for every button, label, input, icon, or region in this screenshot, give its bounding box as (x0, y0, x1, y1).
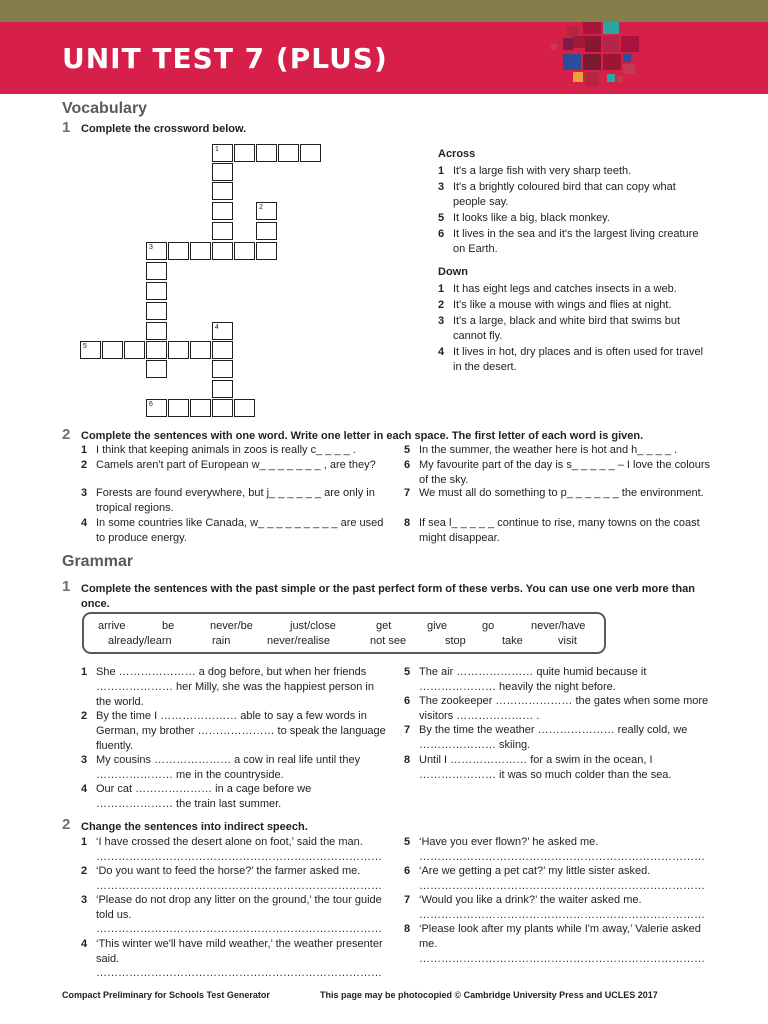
answer-line: …………………………………………………………………… (96, 967, 382, 979)
vocab-ex2-item: 4 In some countries like Canada, w_ _ _ _ _ _ _ _ _ are used to produce energy. (81, 517, 384, 544)
across-clue: 1 It's a large fish with very sharp teeth. (438, 165, 632, 177)
across-clue: 3 It's a brightly coloured bird that can copy what people say. (438, 181, 676, 208)
grammar-ex2-instruction: Change the sentences into indirect speech. (81, 821, 308, 833)
crossword-cell[interactable] (212, 360, 233, 378)
word-box-item: arrive (98, 620, 126, 632)
crossword-number: 2 (259, 204, 263, 211)
crossword-cell[interactable] (256, 144, 277, 162)
vocab-ex2-item: 6 My favourite part of the day is s_ _ _ _ _ – I love the colours of the sky. (404, 459, 711, 486)
crossword-cell[interactable] (146, 302, 167, 320)
grammar-ex2-item: 3 ‘Please do not drop any litter on the ground,’ the tour guide told us. (81, 894, 382, 921)
vocab-ex2-item: 3 Forests are found everywhere, but j_ _ _ _ _ _ are only in tropical regions. (81, 487, 375, 514)
crossword-number: 4 (215, 324, 219, 331)
page-title: UNIT TEST 7 (PLUS) (62, 42, 388, 75)
grammar-ex1-item: 5 The air ………………… quite humid because it ………………… heavily the night before. (404, 666, 647, 693)
vocab-ex2-item: 8 If sea l_ _ _ _ _ continue to rise, many towns on the coast might disappear. (404, 517, 700, 544)
down-clue: 1 It has eight legs and catches insects in a web. (438, 283, 677, 295)
crossword-cell[interactable] (212, 222, 233, 240)
word-box-item: never/have (531, 620, 586, 632)
word-box-item: never/be (210, 620, 253, 632)
vocab-ex2-item: 2 Camels aren't part of European w_ _ _ _ _ _ _ , are they? (81, 459, 376, 471)
word-box-item: get (376, 620, 392, 632)
word-box-item: take (502, 635, 523, 647)
crossword-cell[interactable] (190, 341, 211, 359)
down-clue: 2 It's like a mouse with wings and flies at night. (438, 299, 672, 311)
word-box-item: go (482, 620, 495, 632)
word-box-item: never/realise (267, 635, 330, 647)
down-heading: Down (438, 266, 468, 278)
crossword-cell[interactable] (190, 242, 211, 260)
word-box (82, 612, 606, 654)
crossword-cell[interactable] (146, 341, 167, 359)
grammar-ex1-item: 2 By the time I ………………… able to say a few words in German, my brother ………………… to speak the language fluently. (81, 710, 386, 752)
crossword-cell[interactable] (278, 144, 299, 162)
crossword-cell[interactable] (212, 341, 233, 359)
grammar-ex2-item: 4 ‘This winter we'll have mild weather,’ the weather presenter said. (81, 938, 383, 965)
crossword-number: 5 (83, 343, 87, 350)
crossword-cell[interactable] (168, 242, 189, 260)
grammar-ex1-item: 7 By the time the weather ………………… really cold, we ………………… skiing. (404, 724, 688, 751)
vocab-ex1-number: 1 (62, 119, 71, 136)
crossword-cell[interactable] (212, 182, 233, 200)
crossword-cell[interactable] (234, 399, 255, 417)
answer-line: …………………………………………………………………… (96, 923, 382, 935)
crossword-cell[interactable] (146, 262, 167, 280)
answer-line: …………………………………………………………………… (419, 953, 705, 965)
crossword-number: 6 (149, 401, 153, 408)
word-box-item: rain (212, 635, 231, 647)
grammar-ex2-item: 2 ‘Do you want to feed the horse?’ the farmer asked me. (81, 865, 361, 877)
crossword-cell[interactable] (146, 360, 167, 378)
crossword-cell[interactable] (146, 282, 167, 300)
grammar-ex2-number: 2 (62, 816, 71, 833)
answer-line: …………………………………………………………………… (419, 909, 705, 921)
vocabulary-heading: Vocabulary (62, 100, 148, 117)
crossword-cell[interactable] (256, 242, 277, 260)
word-box-item: be (162, 620, 175, 632)
grammar-ex1-item: 4 Our cat ………………… in a cage before we ………………… the train last summer. (81, 783, 312, 810)
crossword-cell[interactable] (212, 242, 233, 260)
grammar-ex1-item: 6 The zookeeper ………………… the gates when some more visitors ………………… . (404, 695, 709, 722)
grammar-ex2-item: 7 ‘Would you like a drink?’ the waiter asked me. (404, 894, 642, 906)
across-clue: 6 It lives in the sea and it's the largest living creature on Earth. (438, 228, 699, 255)
crossword-cell[interactable] (124, 341, 145, 359)
vocab-ex2-number: 2 (62, 426, 71, 443)
across-clue: 5 It looks like a big, black monkey. (438, 212, 610, 224)
word-box-item: not see (370, 635, 407, 647)
word-box-item: visit (558, 635, 577, 647)
crossword-cell[interactable] (168, 399, 189, 417)
word-box-item: give (427, 620, 448, 632)
answer-line: …………………………………………………………………… (96, 851, 382, 863)
footer-right: This page may be photocopied © Cambridge University Press and UCLES 2017 (320, 990, 658, 1000)
crossword-cell[interactable] (146, 322, 167, 340)
crossword-cell[interactable] (190, 399, 211, 417)
crossword-cell[interactable] (212, 380, 233, 398)
grammar-ex1-item: 3 My cousins ………………… a cow in real life until they ………………… me in the countryside. (81, 754, 361, 781)
vocab-ex1-instruction: Complete the crossword below. (81, 123, 247, 135)
grammar-ex2-item: 1 ‘I have crossed the desert alone on foot,’ said the man. (81, 836, 363, 848)
grammar-ex2-item: 8 ‘Please look after my plants while I'm away,’ Valerie asked me. (404, 923, 701, 950)
word-box-item: stop (445, 635, 466, 647)
crossword-cell[interactable] (234, 144, 255, 162)
grammar-ex2-item: 6 ‘Are we getting a pet cat?’ my little sister asked. (404, 865, 651, 877)
grammar-ex1-number: 1 (62, 578, 71, 595)
word-box-item: already/learn (108, 635, 172, 647)
answer-line: …………………………………………………………………… (419, 851, 705, 863)
crossword-cell[interactable] (212, 399, 233, 417)
down-clue: 4 It lives in hot, dry places and is often used for travel in the desert. (438, 346, 704, 373)
down-clue: 3 It's a large, black and white bird that swims but cannot fly. (438, 315, 681, 342)
vocab-ex2-item: 5 In the summer, the weather here is hot and h_ _ _ _ . (404, 444, 678, 456)
grammar-heading: Grammar (62, 553, 134, 570)
crossword-cell[interactable] (256, 222, 277, 240)
word-box-item: just/close (290, 620, 336, 632)
crossword-cell[interactable] (212, 163, 233, 181)
mosaic-logo (0, 0, 768, 94)
crossword-cell[interactable] (102, 341, 123, 359)
vocab-ex2-item: 7 We must all do something to p_ _ _ _ _ _ the environment. (404, 487, 704, 499)
grammar-ex1-item: 8 Until I ………………… for a swim in the ocean, I ………………… it was so much colder than the sea. (404, 754, 672, 781)
answer-line: …………………………………………………………………… (419, 880, 705, 892)
crossword-cell[interactable] (212, 202, 233, 220)
crossword-number: 1 (215, 146, 219, 153)
vocab-ex2-item: 1 I think that keeping animals in zoos is really c_ _ _ _ . (81, 444, 356, 456)
crossword-number: 3 (149, 244, 153, 251)
across-heading: Across (438, 148, 476, 160)
answer-line: …………………………………………………………………… (96, 880, 382, 892)
grammar-ex1-instruction: Complete the sentences with the past simple or the past perfect form of these verbs. You can use one verb more than once. (81, 583, 695, 610)
grammar-ex2-item: 5 ‘Have you ever flown?’ he asked me. (404, 836, 599, 848)
crossword-cell[interactable] (300, 144, 321, 162)
crossword-cell[interactable] (234, 242, 255, 260)
crossword-cell[interactable] (168, 341, 189, 359)
grammar-ex1-item: 1 She ………………… a dog before, but when her friends ………………… her Milly, she was the happiest person in the world. (81, 666, 374, 708)
footer-left: Compact Preliminary for Schools Test Generator (62, 990, 270, 1000)
vocab-ex2-instruction: Complete the sentences with one word. Write one letter in each space. The first letter of each word is given. (81, 430, 644, 442)
